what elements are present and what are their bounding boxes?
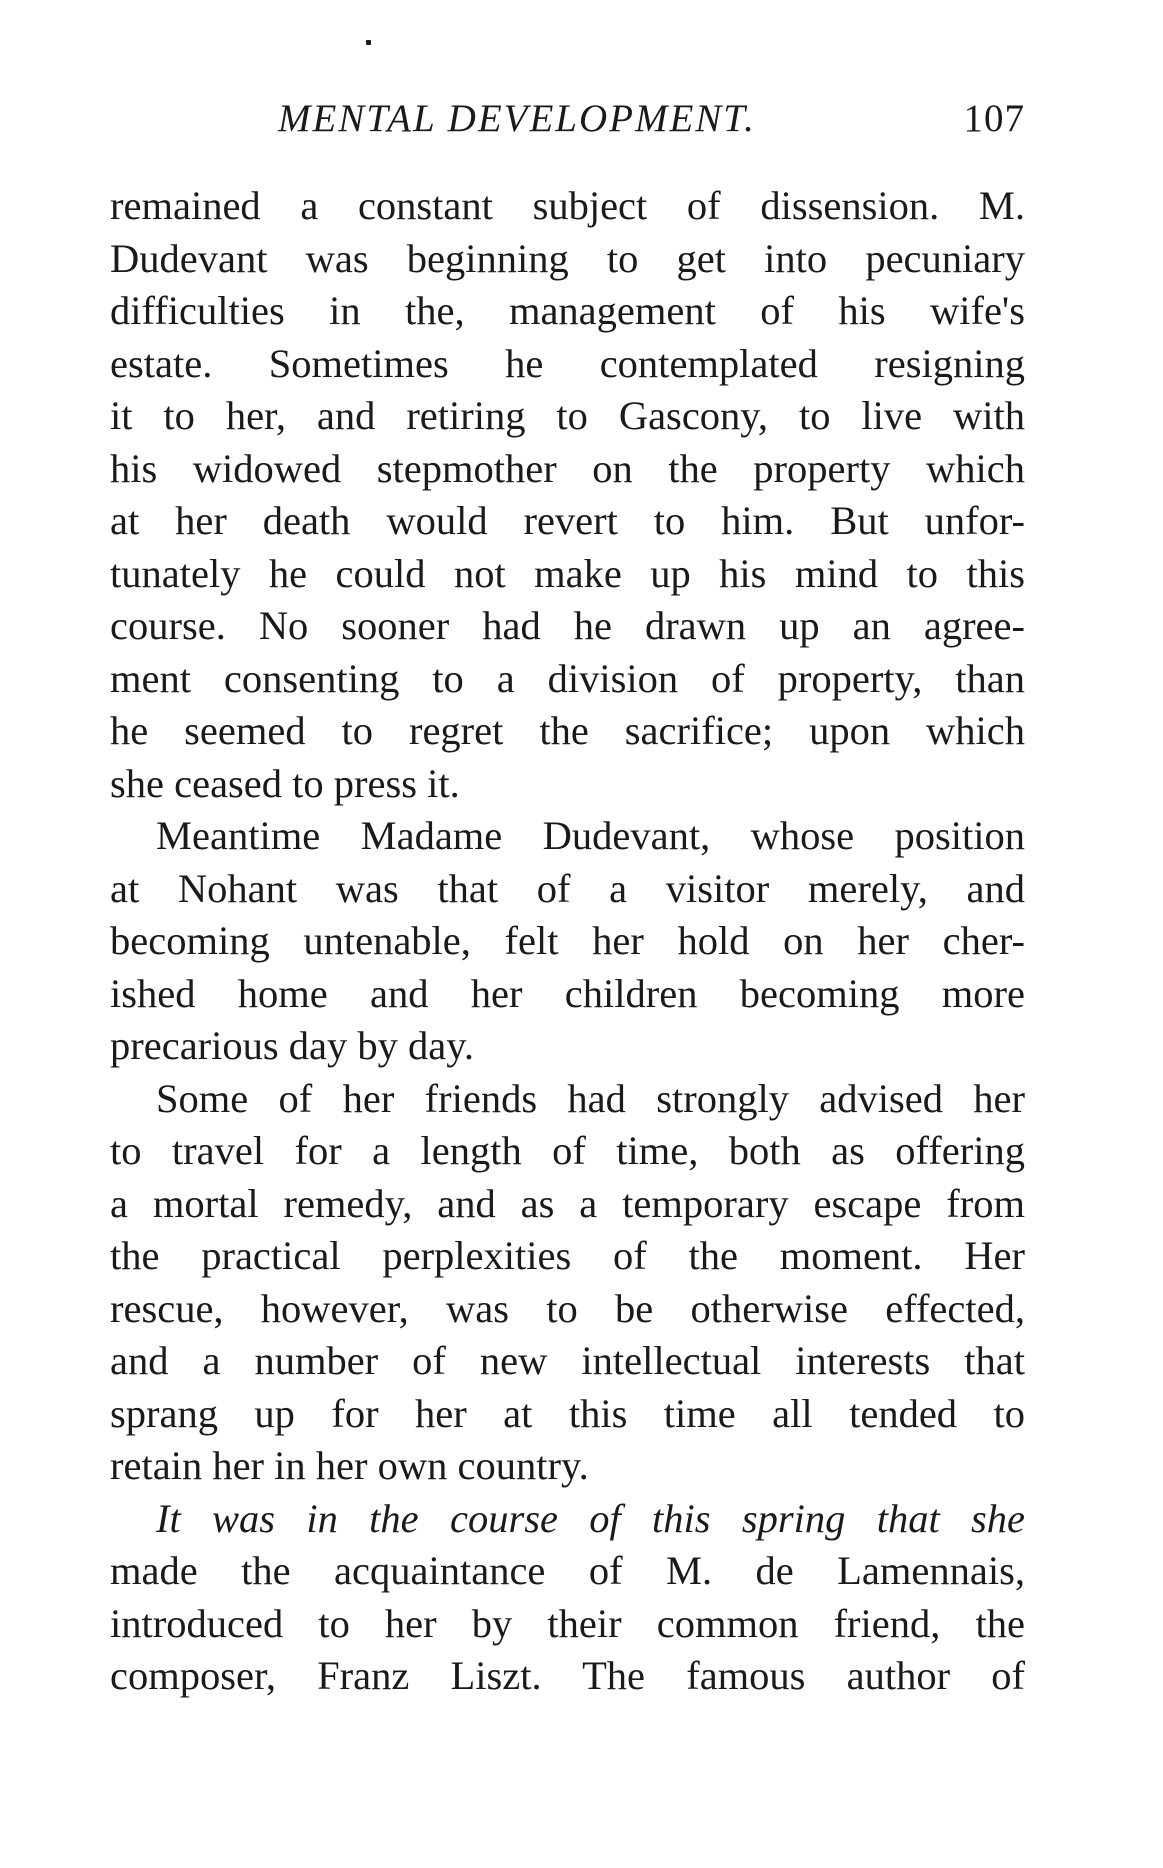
text-line: becoming untenable, felt her hold on her cher- [110,918,1025,963]
text-line: a mortal remedy, and as a temporary escape from [110,1180,1025,1226]
paragraph-4 [110,1493,1025,1703]
text-line: ished home and her children becoming more [110,970,1025,1016]
text-line: it to her, and retiring to Gascony, to live with [110,393,1025,438]
text-line: composer, Franz Liszt. The famous author of [110,1653,1025,1698]
paragraph-1 [110,180,1025,810]
page-number: 107 [963,97,1025,140]
text-line: introduced to her by their common friend, the [110,1600,1025,1646]
text-line: his widowed stepmother on the property which [110,445,1025,491]
text-line: retain her in her own country. [110,1443,589,1488]
text-line: Meantime Madame Dudevant, whose position [156,813,1025,858]
text-line: the practical perplexities of the moment. Her [110,1233,1025,1278]
text-line: made the acquaintance of M. de Lamennais, [110,1548,1025,1593]
text-line: Some of her friends had strongly advised her [156,1075,1025,1121]
running-head [110,96,1025,146]
text-line: estate. Sometimes he contemplated resigning [110,340,1025,386]
text-line: tunately he could not make up his mind to this [110,550,1025,596]
text-line: difficulties in the, management of his wife's [110,288,1025,333]
text-line: she ceased to press it. [110,760,460,806]
paragraph-2 [110,810,1025,1073]
text-line: at her death would revert to him. But unfor- [110,498,1025,543]
running-title: MENTAL DEVELOPMENT. [278,97,756,140]
body-text [110,180,1025,1703]
text-line: It was in the course of this spring that she [156,1495,1025,1541]
text-line: to travel for a length of time, both as offering [110,1128,1025,1173]
text-line: remained a constant subject of dissension. M. [110,183,1025,228]
text-line: he seemed to regret the sacrifice; upon which [110,708,1025,753]
text-line: rescue, however, was to be otherwise effected, [110,1285,1025,1331]
text-line: course. No sooner had he drawn up an agree- [110,603,1025,648]
text-line: and a number of new intellectual interests that [110,1338,1025,1383]
text-line: ment consenting to a division of property, than [110,655,1025,701]
text-line: sprang up for her at this time all tended to [110,1390,1025,1436]
text-line: precarious day by day. [110,1023,474,1068]
paragraph-3 [110,1073,1025,1493]
print-speck [366,40,371,45]
text-line: Dudevant was beginning to get into pecuniary [110,235,1025,281]
text-line: at Nohant was that of a visitor merely, and [110,865,1025,911]
